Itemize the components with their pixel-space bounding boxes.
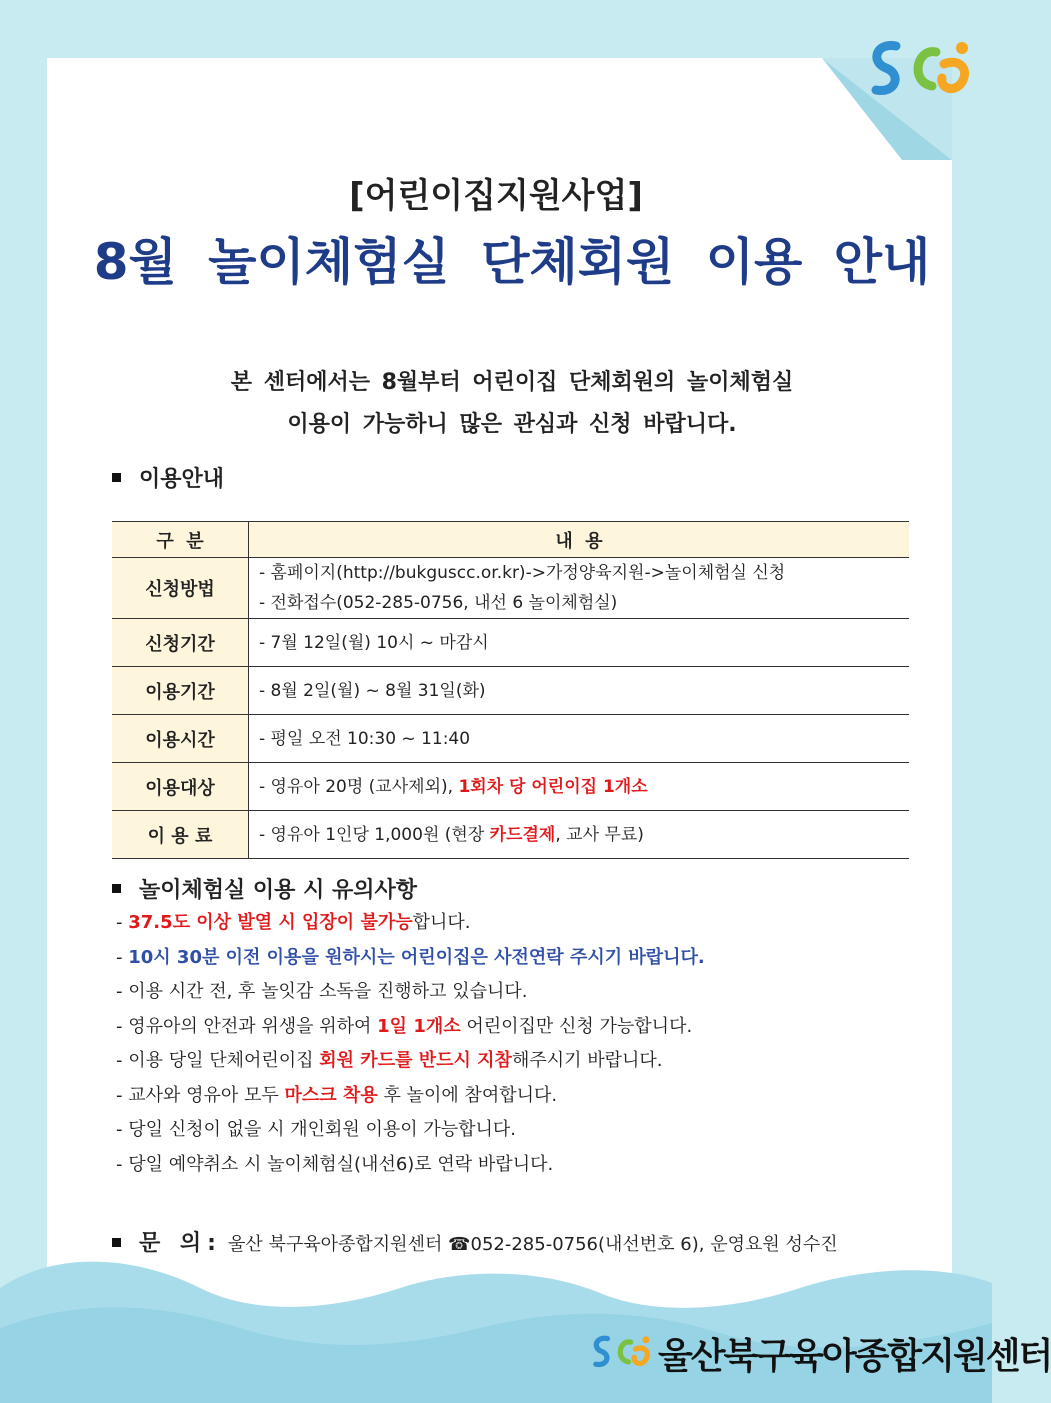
- note-text: 어린이집만 신청 가능합니다.: [460, 1015, 693, 1037]
- usage-section-heading: [112, 462, 224, 493]
- inquiry-label: 문 의:: [139, 1231, 222, 1256]
- table-row: [112, 763, 909, 811]
- note-text: - 영유아의 안전과 위생을 위하여: [116, 1015, 378, 1037]
- note-text: 합니다.: [412, 912, 471, 933]
- note-highlight: 마스크 착용: [284, 1084, 378, 1106]
- table-header-row: [112, 522, 909, 558]
- row-content: [249, 763, 910, 811]
- inquiry-line: [112, 1226, 838, 1257]
- note-text: - 교사와 영유아 모두: [116, 1084, 285, 1106]
- note-highlight: 37.5도 이상 발열 시 입장이 불가능: [128, 912, 413, 933]
- note-text: 후 놀이에 참여합니다.: [377, 1084, 558, 1106]
- note-text: - 당일 예약취소 시 놀이체험실(내선6)로 연락 바랍니다.: [116, 1153, 554, 1175]
- list-item: [116, 1010, 705, 1045]
- row-label: 이용기간: [112, 667, 249, 715]
- intro-line-1: 본 센터에서는 8월부터 어린이집 단체회원의 놀이체험실: [230, 370, 794, 395]
- list-item: [116, 941, 705, 976]
- note-highlight: 10시 30분 이전 이용을 원하시는 어린이집은 사전연락 주시기 바랍니다.: [128, 946, 705, 968]
- usage-info-table: [112, 521, 909, 859]
- list-item: [116, 1148, 705, 1183]
- intro-line-2: 이용이 가능하니 많은 관심과 신청 바랍니다.: [287, 412, 737, 437]
- table-row: [112, 715, 909, 763]
- row-line: - 홈페이지(http://bukguscc.or.kr)->가정양육지원->놀이체험실 신청: [259, 563, 786, 583]
- note-text: - 이용 당일 단체어린이집: [116, 1050, 320, 1071]
- bullet-square-icon: [112, 473, 121, 482]
- row-content: - 7월 12일(월) 10시 ~ 마감시: [249, 619, 910, 667]
- notes-list: [116, 906, 705, 1182]
- center-logo-icon: [866, 34, 976, 104]
- note-text: -: [116, 946, 129, 968]
- page-title: 8월 놀이체험실 단체회원 이용 안내: [93, 233, 931, 291]
- row-content: [249, 811, 910, 859]
- row-highlight: 1회차 당 어린이집 1개소: [458, 776, 648, 797]
- note-text: - 이용 시간 전, 후 놀잇감 소독을 진행하고 있습니다.: [116, 981, 528, 1002]
- list-item: [116, 1113, 705, 1148]
- table-row: [112, 811, 909, 859]
- row-label: 신청기간: [112, 619, 249, 667]
- row-label: 이용대상: [112, 763, 249, 811]
- table-row: [112, 558, 909, 619]
- header-content: 내 용: [249, 522, 910, 558]
- row-text: , 교사 무료): [555, 824, 644, 845]
- notes-section-heading: [112, 873, 417, 904]
- row-label: 신청방법: [112, 558, 249, 619]
- row-line: - 전화접수(052-285-0756, 내선 6 놀이체험실): [259, 593, 618, 613]
- table-row: [112, 619, 909, 667]
- note-text: 해주시기 바랍니다.: [511, 1050, 663, 1071]
- list-item: [116, 1079, 705, 1114]
- intro-text: [0, 362, 1024, 446]
- footer-logo: [590, 1322, 1051, 1384]
- row-content: - 평일 오전 10:30 ~ 11:40: [249, 715, 910, 763]
- notes-heading-text: 놀이체험실 이용 시 유의사항: [139, 878, 418, 903]
- row-label: 이용시간: [112, 715, 249, 763]
- list-item: [116, 906, 705, 941]
- page-subtitle: [어린이집지원사업]: [349, 176, 643, 216]
- list-item: [116, 975, 705, 1010]
- note-text: -: [116, 912, 129, 933]
- row-highlight: 카드결제: [489, 824, 556, 845]
- header-category: 구 분: [112, 522, 249, 558]
- row-text: - 영유아 20명 (교사제외),: [259, 776, 459, 797]
- note-highlight: 회원 카드를 반드시 지참: [319, 1050, 512, 1071]
- bullet-square-icon: [112, 1238, 121, 1247]
- center-logo-icon: [590, 1324, 654, 1380]
- note-text: - 당일 신청이 없을 시 개인회원 이용이 가능합니다.: [116, 1119, 517, 1140]
- list-item: [116, 1044, 705, 1079]
- row-content: - 8월 2일(월) ~ 8월 31일(화): [249, 667, 910, 715]
- row-content: [249, 558, 910, 619]
- row-label: 이 용 료: [112, 811, 249, 859]
- table-row: [112, 667, 909, 715]
- usage-heading-text: 이용안내: [139, 467, 225, 492]
- bullet-square-icon: [112, 884, 121, 893]
- inquiry-text: 울산 북구육아종합지원센터 ☎052-285-0756(내선번호 6), 운영요원 성수진: [227, 1234, 838, 1255]
- footer-logo-text: 울산북구육아종합지원센터: [658, 1336, 1051, 1377]
- note-highlight: 1일 1개소: [377, 1015, 461, 1037]
- row-text: - 영유아 1인당 1,000원 (현장: [259, 824, 490, 845]
